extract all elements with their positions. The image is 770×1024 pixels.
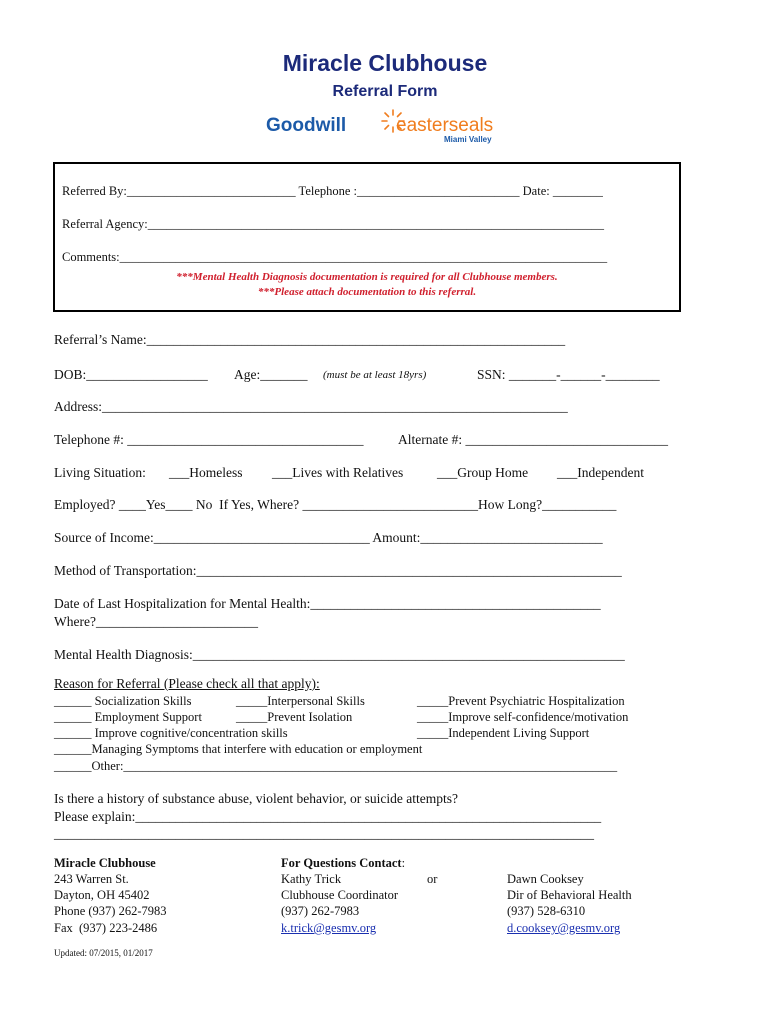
goodwill-easterseals-logo <box>266 108 506 148</box>
dawn-title: Dir of Behavioral Health <box>507 888 632 902</box>
easterseals-wordmark: easterseals <box>396 115 494 136</box>
history-question: Is there a history of substance abuse, violent behavior, or suicide attempts? <box>54 791 458 806</box>
employed-field[interactable]: Employed? ____Yes____ No If Yes, Where? __________________________How Long?___________ <box>54 497 617 512</box>
page-title: Miracle Clubhouse <box>282 50 488 76</box>
reason-managing-symptoms[interactable]: ______Managing Symptoms that interfere with education or employment <box>54 742 423 756</box>
org-name: Miracle Clubhouse <box>54 856 156 870</box>
org-phone: Phone (937) 262-7983 <box>54 904 167 918</box>
org-city: Dayton, OH 45402 <box>54 888 150 902</box>
reason-employment[interactable]: ______ Employment Support <box>54 710 202 724</box>
questions-heading-colon: : <box>401 856 406 870</box>
reason-heading: Reason for Referral (Please check all that apply): <box>54 676 320 691</box>
dawn-phone: (937) 528-6310 <box>507 904 586 918</box>
history-explain-field[interactable]: Please explain:_____________________________________________________________________ <box>54 809 602 824</box>
diagnosis-warning: ***Mental Health Diagnosis documentation is required for all Clubhouse members. <box>176 271 558 283</box>
ssn-field[interactable]: SSN: _______-______-________ <box>477 367 660 382</box>
age-note: (must be at least 18yrs) <box>323 369 427 381</box>
living-option-relatives[interactable]: ___Lives with Relatives <box>272 465 404 480</box>
kathy-title: Clubhouse Coordinator <box>281 888 399 902</box>
kathy-email-link[interactable]: k.trick@gesmv.org <box>281 921 377 935</box>
living-option-group-home[interactable]: ___Group Home <box>437 465 529 480</box>
goodwill-wordmark: Goodwill <box>266 115 347 136</box>
attach-warning: ***Please attach documentation to this referral. <box>257 286 477 298</box>
miami-valley-label: Miami Valley <box>444 135 492 144</box>
alternate-phone-field[interactable]: Alternate #: ______________________________ <box>398 432 668 447</box>
reason-cognitive[interactable]: ______ Improve cognitive/concentration skills <box>54 726 288 740</box>
reason-psychiatric[interactable]: _____Prevent Psychiatric Hospitalization <box>417 694 625 708</box>
referred-by-line[interactable]: Referred By:___________________________ Telephone :__________________________ Date: ________ <box>62 184 603 198</box>
address-field[interactable]: Address:_____________________________________________________________________ <box>54 399 568 414</box>
org-street: 243 Warren St. <box>54 872 129 886</box>
reason-independent-living[interactable]: _____Independent Living Support <box>417 726 590 740</box>
history-explain-line2[interactable]: ________________________________________________________________________________ <box>54 826 594 841</box>
reason-socialization[interactable]: ______ Socialization Skills <box>54 694 192 708</box>
dob-field[interactable]: DOB:__________________ <box>54 367 208 382</box>
updated-note: Updated: 07/2015, 01/2017 <box>54 948 153 958</box>
referral-agency-line[interactable]: Referral Agency:_________________________________________________________________________ <box>62 217 604 231</box>
hospitalization-date-field[interactable]: Date of Last Hospitalization for Mental Health:___________________________________________ <box>54 596 601 611</box>
or-label: or <box>427 872 438 886</box>
reason-self-confidence[interactable]: _____Improve self-confidence/motivation <box>417 710 629 724</box>
living-option-independent[interactable]: ___Independent <box>557 465 644 480</box>
kathy-phone: (937) 262-7983 <box>281 904 360 918</box>
hospitalization-where-field[interactable]: Where?________________________ <box>54 614 258 629</box>
dawn-name: Dawn Cooksey <box>507 872 584 886</box>
referral-name-field[interactable]: Referral’s Name:______________________________________________________________ <box>54 332 566 347</box>
transportation-field[interactable]: Method of Transportation:_______________________________________________________________ <box>54 563 622 578</box>
questions-heading: For Questions Contact <box>281 856 402 870</box>
income-field[interactable]: Source of Income:________________________________ Amount:___________________________ <box>54 530 603 545</box>
dawn-email-link[interactable]: d.cooksey@gesmv.org <box>507 921 621 935</box>
kathy-name: Kathy Trick <box>281 872 342 886</box>
reason-other[interactable]: ______Other:_______________________________________________________________________________ <box>54 759 618 773</box>
living-option-homeless[interactable]: ___Homeless <box>169 465 243 480</box>
comments-line[interactable]: Comments:______________________________________________________________________________ <box>62 250 608 264</box>
telephone-field[interactable]: Telephone #: ___________________________________ <box>54 432 364 447</box>
page-subtitle: Referral Form <box>332 83 438 100</box>
diagnosis-field[interactable]: Mental Health Diagnosis:________________________________________________________________ <box>54 647 625 662</box>
reason-isolation[interactable]: _____Prevent Isolation <box>236 710 353 724</box>
questions-heading-wrap <box>281 856 405 871</box>
living-situation-label: Living Situation: <box>54 465 146 480</box>
age-field[interactable]: Age:_______ <box>234 367 308 382</box>
reason-interpersonal[interactable]: _____Interpersonal Skills <box>236 694 365 708</box>
org-fax: Fax (937) 223-2486 <box>54 921 158 935</box>
